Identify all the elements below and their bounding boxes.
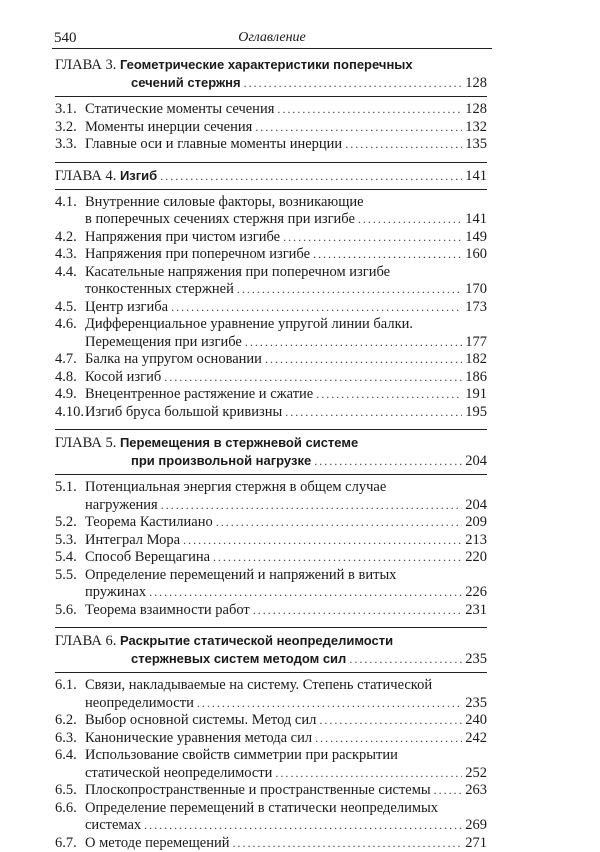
entry-title: статической неопределимости [85,765,272,783]
toc-entry [55,800,487,835]
chapter-heading [55,632,487,668]
chapter-label: ГЛАВА 4. [55,168,116,184]
entry-line [55,316,487,334]
entry-title: Выбор основной системы. Метод сил [85,712,316,730]
toc-entry [55,730,487,748]
chapter-title-cont: при произвольной нагрузке [131,452,311,469]
page-ref: 220 [465,549,487,567]
chapter-heading [55,434,487,470]
entry-title: Центр изгиба [85,299,168,317]
chapter-title-line [55,452,487,470]
entry-title: нагружения [85,497,158,515]
toc-entry [55,194,487,229]
entry-number: 4.3. [55,246,85,264]
chapter-title-line [55,56,487,74]
entry-line [55,211,487,229]
chapter-label: ГЛАВА 3. [55,57,116,73]
chapter-title-cont: стержневых систем методом сил [131,650,346,667]
chapter-title: Раскрытие статической неопределимости [120,633,393,648]
page-ref: 135 [465,136,487,154]
entry-number: 3.3. [55,136,85,154]
toc-entry [55,567,487,602]
chapter-title-line [55,632,487,650]
entry-title: Напряжения при чистом изгибе [85,229,280,247]
entry-line [55,369,487,387]
entry-number: 6.7. [55,835,85,852]
dot-leader [160,168,462,185]
page-ref: 160 [465,246,487,264]
toc-entry [55,299,487,317]
entry-number: 5.2. [55,514,85,532]
chapter-heading [55,167,487,185]
dot-leader [255,119,462,137]
page-ref: 269 [465,817,487,835]
chapter-title-line [55,167,157,185]
page-ref: 204 [465,453,487,470]
toc-entry [55,229,487,247]
page-ref: 240 [465,712,487,730]
page-ref: 195 [465,404,487,422]
table-of-contents [55,56,487,852]
toc-entry [55,835,487,852]
dot-leader [265,351,462,369]
dot-leader [253,602,463,620]
entry-line [55,119,487,137]
entry-line [55,712,487,730]
page-ref: 271 [465,835,487,852]
entry-number: 5.4. [55,549,85,567]
toc-entry [55,369,487,387]
dot-leader [144,817,462,835]
entry-number: 4.6. [55,316,85,334]
chapter-title-line [55,434,487,452]
page-ref: 235 [465,695,487,713]
entry-title: Определение перемещений в статически неопределимых [85,800,438,816]
entry-line [55,782,487,800]
entry-title: Статические моменты сечения [85,101,274,119]
dot-leader [434,782,463,800]
entry-line [55,229,487,247]
entry-line [55,136,487,154]
toc-entry [55,246,487,264]
dot-leader [164,369,462,387]
entry-line [55,386,487,404]
page-ref: 242 [465,730,487,748]
dot-leader [313,246,462,264]
dot-leader [197,695,462,713]
entry-number: 3.1. [55,101,85,119]
toc-entry [55,549,487,567]
toc-entry [55,602,487,620]
entry-number: 6.2. [55,712,85,730]
entry-number: 5.5. [55,567,85,585]
divider [55,672,487,673]
toc-entry [55,514,487,532]
page-ref: 132 [465,119,487,137]
page-ref: 209 [465,514,487,532]
toc-entry [55,712,487,730]
page-ref: 182 [465,351,487,369]
entry-line [55,584,487,602]
entry-number: 5.1. [55,479,85,497]
dot-leader [161,497,463,515]
page-ref: 170 [465,281,487,299]
divider [55,429,487,430]
entry-title: Косой изгиб [85,369,161,387]
chapter-title-cont: сечений стержня [131,74,241,91]
dot-leader [277,101,462,119]
page-ref: 173 [465,299,487,317]
chapter-title-line [55,167,487,185]
dot-leader [285,404,462,422]
page-ref: 128 [465,101,487,119]
entry-line [55,479,487,497]
entry-title: Связи, накладываемые на систему. Степень статической [85,677,432,693]
dot-leader [244,75,463,92]
entry-line [55,817,487,835]
toc-entry [55,264,487,299]
dot-leader [314,453,462,470]
entry-title: Дифференциальное уравнение упругой линии балки. [85,316,413,332]
entry-number: 4.4. [55,264,85,282]
entry-line [55,677,487,695]
spacer [55,154,487,158]
dot-leader [245,334,462,352]
entry-title: в поперечных сечениях стержня при изгибе [85,211,355,229]
toc-entry [55,316,487,351]
toc-entry [55,404,487,422]
entry-number: 6.4. [55,747,85,765]
entry-line [55,602,487,620]
dot-leader [149,584,462,602]
page-ref: 252 [465,765,487,783]
entry-line [55,835,487,852]
page-ref: 149 [465,229,487,247]
entry-title: Интеграл Мора [85,532,180,550]
entry-line [55,765,487,783]
entry-title: Внецентренное растяжение и сжатие [85,386,313,404]
chapter-label: ГЛАВА 6. [55,633,116,649]
entry-line [55,549,487,567]
entry-number: 6.1. [55,677,85,695]
toc-entry [55,101,487,119]
entry-number: 6.3. [55,730,85,748]
dot-leader [213,549,462,567]
running-title: Оглавление [52,30,492,46]
entry-line [55,404,487,422]
toc-entry [55,351,487,369]
toc-entry [55,747,487,782]
entry-line [55,695,487,713]
entry-line [55,532,487,550]
running-head [52,28,492,49]
entry-number: 4.2. [55,229,85,247]
dot-leader [283,229,462,247]
entry-title: неопределимости [85,695,194,713]
toc-entry [55,119,487,137]
toc-entry [55,479,487,514]
divider [55,162,487,163]
entry-number: 4.5. [55,299,85,317]
entry-title: О методе перемещений [85,835,230,852]
entry-title: Теорема Кастилиано [85,514,213,532]
toc-entry [55,782,487,800]
entry-title: Перемещения при изгибе [85,334,242,352]
page-ref: 235 [465,651,487,668]
entry-number: 6.6. [55,800,85,818]
entry-line [55,800,487,818]
dot-leader [237,281,462,299]
entry-line [55,281,487,299]
entry-line [55,264,487,282]
entry-line [55,497,487,515]
entry-title: Канонические уравнения метода сил [85,730,312,748]
entry-line [55,246,487,264]
divider [55,96,487,97]
spacer [55,421,487,425]
entry-title: Балка на упругом основании [85,351,262,369]
entry-number: 4.1. [55,194,85,212]
dot-leader [216,514,463,532]
divider [55,189,487,190]
entry-line [55,334,487,352]
toc-entry [55,532,487,550]
entry-title: Напряжения при поперечном изгибе [85,246,310,264]
toc-entry [55,677,487,712]
entry-title: Изгиб бруса большой кривизны [85,404,282,422]
dot-leader [319,712,462,730]
page-ref: 204 [465,497,487,515]
entry-title: Касательные напряжения при поперечном изгибе [85,264,390,280]
chapter-title: Геометрические характеристики поперечных [120,57,413,72]
chapter-title-line [55,650,487,668]
dot-leader [183,532,462,550]
entry-line [55,730,487,748]
dot-leader [345,136,462,154]
page-ref: 263 [465,782,487,800]
entry-line [55,101,487,119]
page-ref: 186 [465,369,487,387]
entry-line [55,194,487,212]
dot-leader [316,386,462,404]
page-ref: 213 [465,532,487,550]
page-ref: 141 [465,211,487,229]
entry-title: Способ Верещагина [85,549,210,567]
page-ref: 177 [465,334,487,352]
page-number: 540 [54,30,77,47]
entry-title: Определение перемещений и напряжений в витых [85,567,396,583]
entry-number: 4.9. [55,386,85,404]
page-ref: 226 [465,584,487,602]
dot-leader [171,299,462,317]
entry-line [55,514,487,532]
dot-leader [315,730,462,748]
page-ref: 191 [465,386,487,404]
page-ref: 231 [465,602,487,620]
chapter-title: Перемещения в стержневой системе [120,435,358,450]
entry-title: Внутренние силовые факторы, возникающие [85,194,364,210]
divider [55,474,487,475]
entry-title: Использование свойств симметрии при раскрытии [85,747,398,763]
entry-number: 4.8. [55,369,85,387]
entry-number: 5.6. [55,602,85,620]
entry-line [55,567,487,585]
dot-leader [358,211,462,229]
entry-number: 4.7. [55,351,85,369]
divider [55,627,487,628]
entry-title: Главные оси и главные моменты инерции [85,136,342,154]
entry-title: Теорема взаимности работ [85,602,250,620]
page-ref: 128 [465,75,487,92]
dot-leader [349,651,462,668]
entry-line [55,351,487,369]
page-ref: 141 [465,168,487,185]
dot-leader [275,765,462,783]
entry-title: Моменты инерции сечения [85,119,252,137]
entry-number: 6.5. [55,782,85,800]
entry-number: 4.10. [55,404,85,422]
chapter-title: Изгиб [120,168,157,183]
chapter-label: ГЛАВА 5. [55,435,116,451]
entry-line [55,299,487,317]
entry-title: Плоскопространственные и пространственные системы [85,782,431,800]
chapter-title-line [55,74,487,92]
entry-title: пружинах [85,584,146,602]
entry-title: системах [85,817,141,835]
toc-entry [55,136,487,154]
chapter-heading [55,56,487,92]
entry-number: 5.3. [55,532,85,550]
spacer [55,619,487,623]
entry-title: тонкостенных стержней [85,281,234,299]
toc-entry [55,386,487,404]
entry-number: 3.2. [55,119,85,137]
entry-title: Потенциальная энергия стержня в общем случае [85,479,386,495]
dot-leader [233,835,463,852]
